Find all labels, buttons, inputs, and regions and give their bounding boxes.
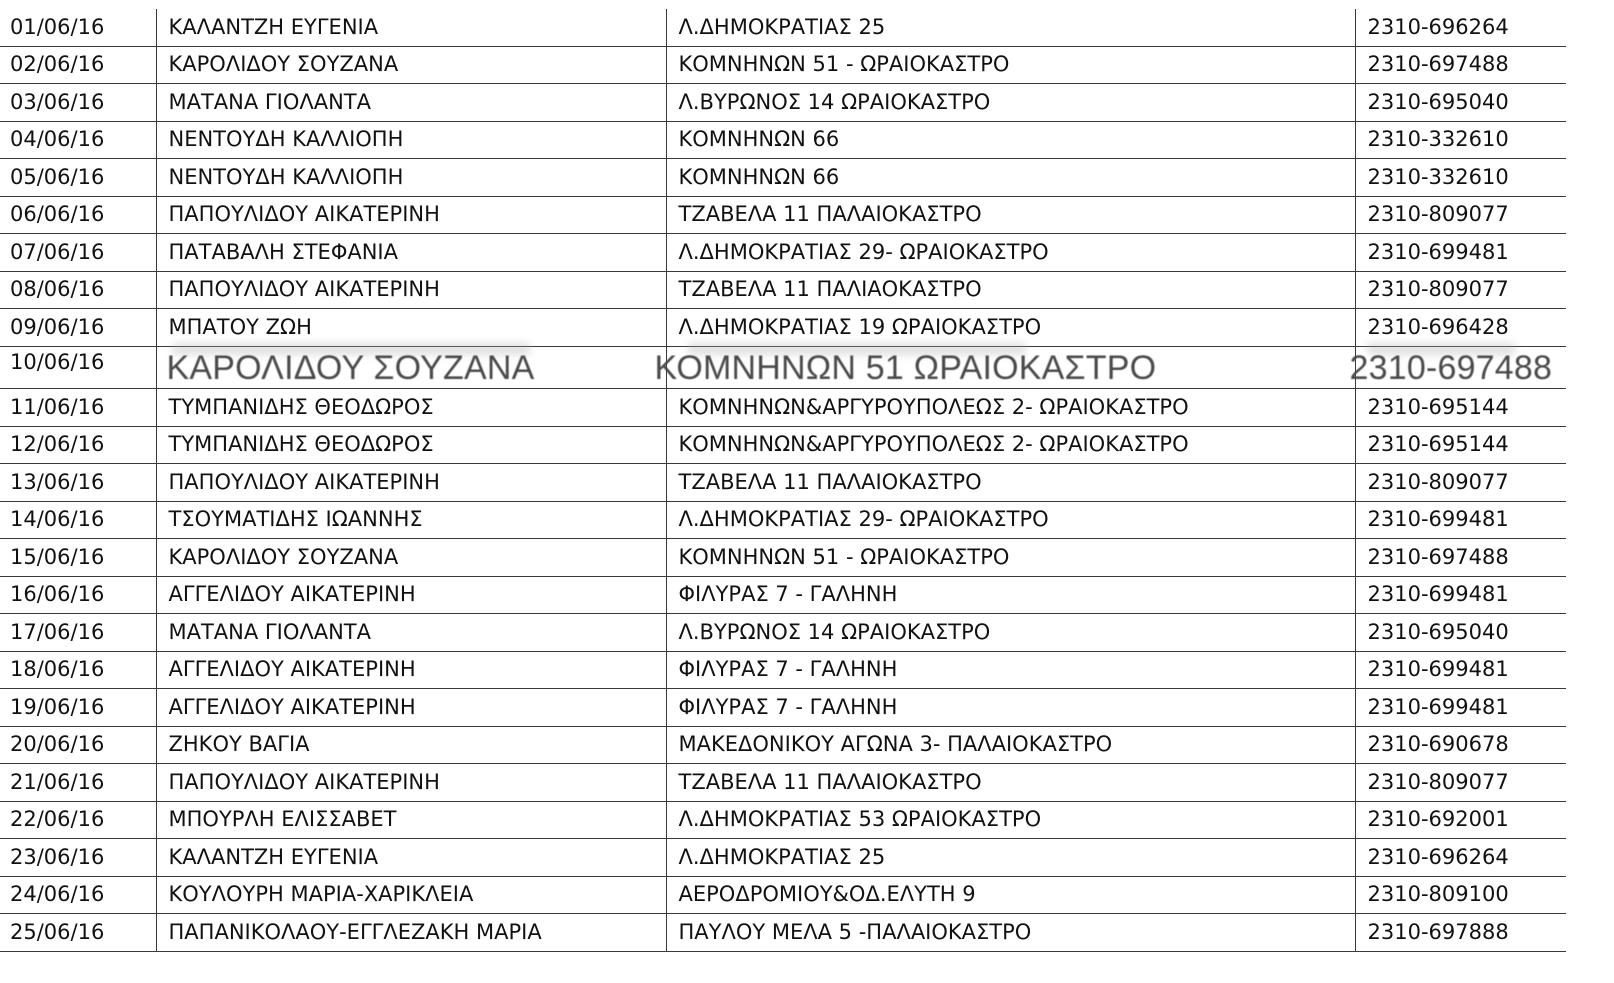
pharmacist-name-cell: ΜΑΤΑΝΑ ΓΙΟΛΑΝΤΑ — [156, 614, 666, 652]
table-row — [0, 46, 1566, 84]
date-cell: 24/06/16 — [0, 876, 156, 914]
phone-cell: 2310-697488 — [1355, 539, 1566, 577]
date-cell: 13/06/16 — [0, 464, 156, 502]
date-cell: 17/06/16 — [0, 614, 156, 652]
phone-cell: 2310-809077 — [1355, 271, 1566, 309]
address-cell: Λ.ΒΥΡΩΝΟΣ 14 ΩΡΑΙΟΚΑΣΤΡΟ — [666, 84, 1355, 122]
phone-cell: 2310-692001 — [1355, 801, 1566, 839]
phone-cell: 2310-697488 — [1355, 46, 1566, 84]
pharmacist-name-cell: ΝΕΝΤΟΥΔΗ ΚΑΛΛΙΟΠΗ — [156, 121, 666, 159]
phone-cell: 2310-332610 — [1355, 159, 1566, 197]
address-cell: ΦΙΛΥΡΑΣ 7 - ΓΑΛΗΝΗ — [666, 689, 1355, 727]
table-row — [0, 876, 1566, 914]
pharmacy-schedule-table-wrapper — [0, 9, 1566, 952]
table-row — [0, 464, 1566, 502]
table-row — [0, 651, 1566, 689]
table-row — [0, 234, 1566, 272]
table-row — [0, 389, 1566, 427]
pharmacist-name-cell: ΤΣΟΥΜΑΤΙΔΗΣ ΙΩΑΝΝΗΣ — [156, 501, 666, 539]
table-row — [0, 159, 1566, 197]
date-cell: 20/06/16 — [0, 726, 156, 764]
phone-cell: 2310-695144 — [1355, 426, 1566, 464]
pharmacist-name-cell: ΖΗΚΟΥ ΒΑΓΙΑ — [156, 726, 666, 764]
date-cell: 05/06/16 — [0, 159, 156, 197]
pharmacist-name-cell: ΑΓΓΕΛΙΔΟΥ ΑΙΚΑΤΕΡΙΝΗ — [156, 689, 666, 727]
pharmacist-name-cell: ΝΕΝΤΟΥΔΗ ΚΑΛΛΙΟΠΗ — [156, 159, 666, 197]
date-cell: 01/06/16 — [0, 9, 156, 46]
phone-cell: 2310-696428 — [1355, 309, 1566, 347]
phone-cell: 2310-699481 — [1355, 576, 1566, 614]
date-cell: 15/06/16 — [0, 539, 156, 577]
pharmacist-name-cell: ΚΑΡΟΛΙΔΟΥ ΣΟΥΖΑΝΑ — [156, 46, 666, 84]
date-cell: 04/06/16 — [0, 121, 156, 159]
scanned-address-text: ΚΟΜΝΗΝΩΝ 51 ΩΡΑΙΟΚΑΣΤΡΟ — [654, 348, 1157, 387]
phone-cell: 2310-809077 — [1355, 464, 1566, 502]
address-cell: ΦΙΛΥΡΑΣ 7 - ΓΑΛΗΝΗ — [666, 651, 1355, 689]
table-row — [0, 84, 1566, 122]
table-row — [0, 501, 1566, 539]
phone-cell: 2310-699481 — [1355, 651, 1566, 689]
phone-cell: 2310-332610 — [1355, 121, 1566, 159]
phone-cell: 2310-695040 — [1355, 84, 1566, 122]
date-cell: 12/06/16 — [0, 426, 156, 464]
pharmacist-name-cell: ΑΓΓΕΛΙΔΟΥ ΑΙΚΑΤΕΡΙΝΗ — [156, 576, 666, 614]
table-row — [0, 346, 1566, 389]
pharmacist-name-cell: ΚΟΥΛΟΥΡΗ ΜΑΡΙΑ-ΧΑΡΙΚΛΕΙΑ — [156, 876, 666, 914]
table-row — [0, 9, 1566, 46]
date-cell: 22/06/16 — [0, 801, 156, 839]
table-row — [0, 614, 1566, 652]
pharmacist-name-cell: ΠΑΠΟΥΛΙΔΟΥ ΑΙΚΑΤΕΡΙΝΗ — [156, 196, 666, 234]
phone-cell: 2310-809100 — [1355, 876, 1566, 914]
table-row — [0, 576, 1566, 614]
pharmacist-name-cell — [156, 346, 666, 389]
table-row — [0, 196, 1566, 234]
date-cell: 16/06/16 — [0, 576, 156, 614]
phone-cell: 2310-695144 — [1355, 389, 1566, 427]
table-row — [0, 426, 1566, 464]
address-cell: Λ.ΔΗΜΟΚΡΑΤΙΑΣ 25 — [666, 9, 1355, 46]
phone-cell: 2310-690678 — [1355, 726, 1566, 764]
address-cell: ΜΑΚΕΔΟΝΙΚΟΥ ΑΓΩΝΑ 3- ΠΑΛΑΙΟΚΑΣΤΡΟ — [666, 726, 1355, 764]
scanned-phone-text: 2310-697488 — [1349, 348, 1553, 387]
pharmacist-name-cell: ΚΑΛΑΝΤΖΗ ΕΥΓΕΝΙΑ — [156, 839, 666, 877]
address-cell: ΚΟΜΝΗΝΩΝ&ΑΡΓΥΡΟΥΠΟΛΕΩΣ 2- ΩΡΑΙΟΚΑΣΤΡΟ — [666, 389, 1355, 427]
pharmacist-name-cell: ΑΓΓΕΛΙΔΟΥ ΑΙΚΑΤΕΡΙΝΗ — [156, 651, 666, 689]
pharmacist-name-cell: ΠΑΠΑΝΙΚΟΛΑΟΥ-ΕΓΓΛΕΖΑΚΗ ΜΑΡΙΑ — [156, 914, 666, 952]
table-row — [0, 689, 1566, 727]
date-cell: 08/06/16 — [0, 271, 156, 309]
date-cell: 06/06/16 — [0, 196, 156, 234]
date-cell: 03/06/16 — [0, 84, 156, 122]
pharmacist-name-cell: ΜΠΑΤΟΥ ΖΩΗ — [156, 309, 666, 347]
phone-cell: 2310-699481 — [1355, 234, 1566, 272]
phone-cell: 2310-696264 — [1355, 839, 1566, 877]
date-cell: 11/06/16 — [0, 389, 156, 427]
date-cell: 09/06/16 — [0, 309, 156, 347]
phone-cell: 2310-699481 — [1355, 689, 1566, 727]
address-cell — [654, 346, 1355, 389]
pharmacist-name-cell: ΤΥΜΠΑΝΙΔΗΣ ΘΕΟΔΩΡΟΣ — [156, 389, 666, 427]
address-cell: ΚΟΜΝΗΝΩΝ 51 - ΩΡΑΙΟΚΑΣΤΡΟ — [666, 539, 1355, 577]
table-row — [0, 839, 1566, 877]
schedule-table-body — [0, 9, 1566, 951]
table-row — [0, 271, 1566, 309]
table-row — [0, 121, 1566, 159]
address-cell: ΚΟΜΝΗΝΩΝ&ΑΡΓΥΡΟΥΠΟΛΕΩΣ 2- ΩΡΑΙΟΚΑΣΤΡΟ — [666, 426, 1355, 464]
address-cell: ΦΙΛΥΡΑΣ 7 - ΓΑΛΗΝΗ — [666, 576, 1355, 614]
table-row — [0, 801, 1566, 839]
address-cell: Λ.ΔΗΜΟΚΡΑΤΙΑΣ 29- ΩΡΑΙΟΚΑΣΤΡΟ — [666, 234, 1355, 272]
pharmacist-name-cell: ΠΑΠΟΥΛΙΔΟΥ ΑΙΚΑΤΕΡΙΝΗ — [156, 271, 666, 309]
date-cell: 14/06/16 — [0, 501, 156, 539]
table-row — [0, 539, 1566, 577]
pharmacist-name-cell: ΤΥΜΠΑΝΙΔΗΣ ΘΕΟΔΩΡΟΣ — [156, 426, 666, 464]
phone-cell: 2310-809077 — [1355, 196, 1566, 234]
date-cell: 02/06/16 — [0, 46, 156, 84]
address-cell: Λ.ΔΗΜΟΚΡΑΤΙΑΣ 29- ΩΡΑΙΟΚΑΣΤΡΟ — [666, 501, 1355, 539]
pharmacist-name-cell: ΠΑΤΑΒΑΛΗ ΣΤΕΦΑΝΙΑ — [156, 234, 666, 272]
date-cell: 07/06/16 — [0, 234, 156, 272]
pharmacist-name-cell: ΜΑΤΑΝΑ ΓΙΟΛΑΝΤΑ — [156, 84, 666, 122]
table-row — [0, 726, 1566, 764]
phone-cell: 2310-695040 — [1355, 614, 1566, 652]
phone-cell: 2310-809077 — [1355, 764, 1566, 802]
address-cell: Λ.ΔΗΜΟΚΡΑΤΙΑΣ 19 ΩΡΑΙΟΚΑΣΤΡΟ — [666, 309, 1355, 347]
date-cell: 21/06/16 — [0, 764, 156, 802]
pharmacist-name-cell: ΜΠΟΥΡΛΗ ΕΛΙΣΣΑΒΕΤ — [156, 801, 666, 839]
phone-cell: 2310-697888 — [1355, 914, 1566, 952]
pharmacist-name-cell: ΠΑΠΟΥΛΙΔΟΥ ΑΙΚΑΤΕΡΙΝΗ — [156, 464, 666, 502]
date-cell: 10/06/16 — [0, 346, 156, 389]
address-cell: ΠΑΥΛΟΥ ΜΕΛΑ 5 -ΠΑΛΑΙΟΚΑΣΤΡΟ — [666, 914, 1355, 952]
address-cell: Λ.ΒΥΡΩΝΟΣ 14 ΩΡΑΙΟΚΑΣΤΡΟ — [666, 614, 1355, 652]
scanned-name-text: ΚΑΡΟΛΙΔΟΥ ΣΟΥΖΑΝΑ — [166, 348, 535, 387]
phone-cell: 2310-699481 — [1355, 501, 1566, 539]
table-row — [0, 309, 1566, 347]
address-cell: Λ.ΔΗΜΟΚΡΑΤΙΑΣ 53 ΩΡΑΙΟΚΑΣΤΡΟ — [666, 801, 1355, 839]
date-cell: 18/06/16 — [0, 651, 156, 689]
address-cell: ΤΖΑΒΕΛΑ 11 ΠΑΛΑΙΟΚΑΣΤΡΟ — [666, 764, 1355, 802]
phone-cell — [1349, 346, 1566, 389]
pharmacy-schedule-table — [0, 9, 1566, 952]
address-cell: ΤΖΑΒΕΛΑ 11 ΠΑΛΑΙΟΚΑΣΤΡΟ — [666, 196, 1355, 234]
pharmacist-name-cell: ΚΑΛΑΝΤΖΗ ΕΥΓΕΝΙΑ — [156, 9, 666, 46]
date-cell: 23/06/16 — [0, 839, 156, 877]
table-row — [0, 764, 1566, 802]
address-cell: ΚΟΜΝΗΝΩΝ 66 — [666, 159, 1355, 197]
date-cell: 19/06/16 — [0, 689, 156, 727]
address-cell: ΤΖΑΒΕΛΑ 11 ΠΑΛΙΑΟΚΑΣΤΡΟ — [666, 271, 1355, 309]
date-cell: 25/06/16 — [0, 914, 156, 952]
pharmacist-name-cell: ΠΑΠΟΥΛΙΔΟΥ ΑΙΚΑΤΕΡΙΝΗ — [156, 764, 666, 802]
address-cell: ΚΟΜΝΗΝΩΝ 66 — [666, 121, 1355, 159]
table-row — [0, 914, 1566, 952]
pharmacist-name-cell: ΚΑΡΟΛΙΔΟΥ ΣΟΥΖΑΝΑ — [156, 539, 666, 577]
address-cell: ΤΖΑΒΕΛΑ 11 ΠΑΛΑΙΟΚΑΣΤΡΟ — [666, 464, 1355, 502]
address-cell: ΚΟΜΝΗΝΩΝ 51 - ΩΡΑΙΟΚΑΣΤΡΟ — [666, 46, 1355, 84]
address-cell: Λ.ΔΗΜΟΚΡΑΤΙΑΣ 25 — [666, 839, 1355, 877]
phone-cell: 2310-696264 — [1355, 9, 1566, 46]
address-cell: ΑΕΡΟΔΡΟΜΙΟΥ&ΟΔ.ΕΛΥΤΗ 9 — [666, 876, 1355, 914]
